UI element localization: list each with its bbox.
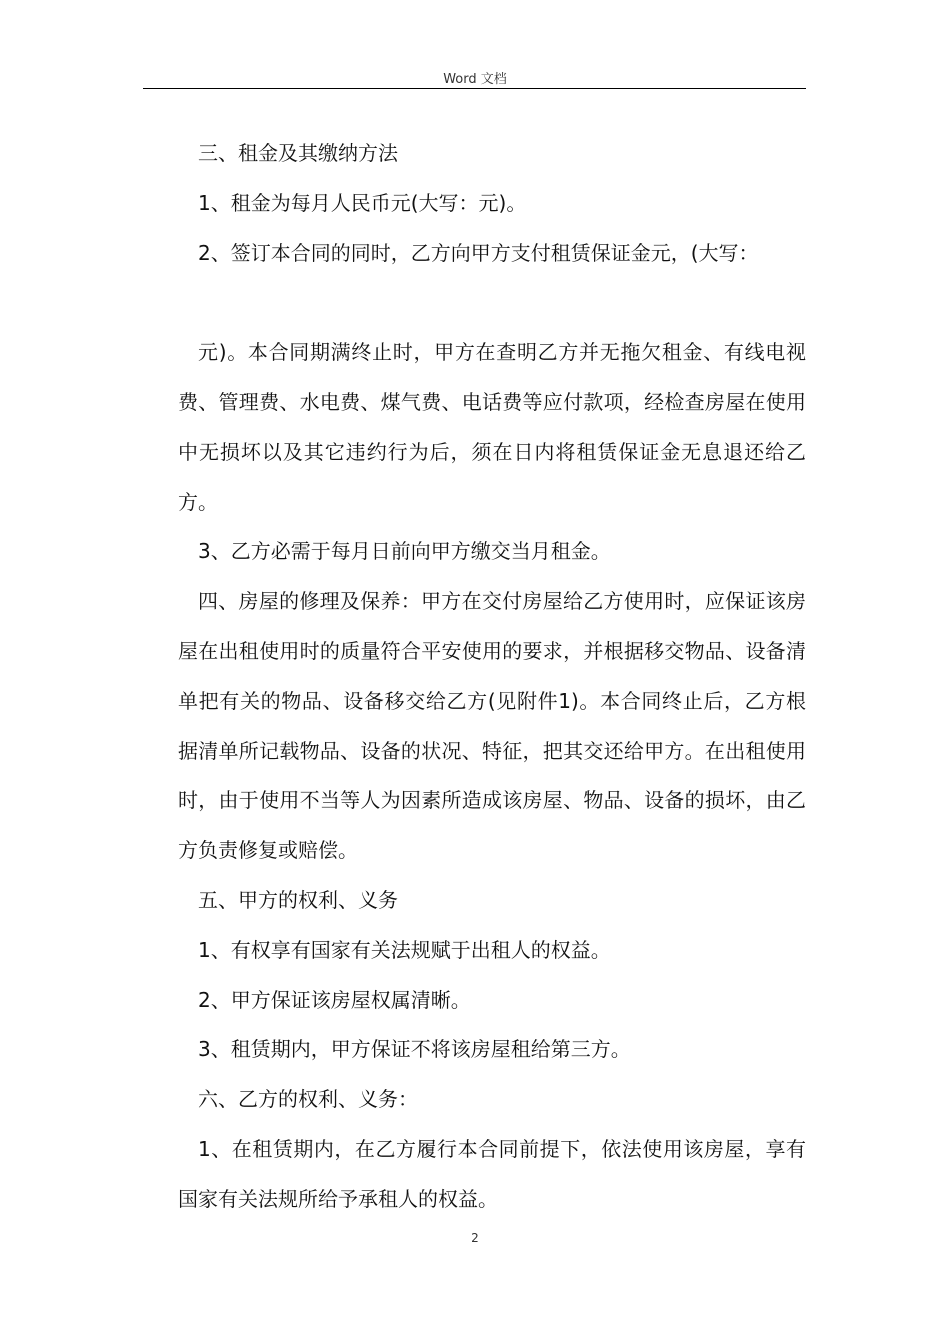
section-heading-rent: 三、租金及其缴纳方法 [198,141,398,165]
clause-deposit-return: 元)。本合同期满终止时，甲方在查明乙方并无拖欠租金、有线电视费、管理费、水电费、煤气费、电话费等应付款项，经检查房屋在使用中无损坏以及其它违约行为后，须在日内将租赁保证金无息退还给乙方。 [178,340,806,514]
page-header-title: Word 文档 [443,72,507,87]
section-heading-party-b: 六、乙方的权利、义务： [198,1087,418,1112]
page-number: 2 [471,1231,479,1245]
clause-party-a-ownership: 2、甲方保证该房屋权属清晰。 [198,987,471,1012]
clause-party-a-rights: 1、有权享有国家有关法规赋于出租人的权益。 [198,937,611,962]
clause-deposit: 2、签订本合同的同时，乙方向甲方支付租赁保证金元，(大写： [198,240,759,265]
document-body [178,129,806,1225]
header-divider [143,88,806,89]
clause-rent-payment-date: 3、乙方必需于每月日前向甲方缴交当月租金。 [198,539,611,564]
clause-rent-amount: 1、租金为每月人民币元(大写：元)。 [198,190,527,215]
clause-party-b-rights: 1、在租赁期内，在乙方履行本合同前提下，依法使用该房屋，享有国家有关法规所给予承租人的权益。 [178,1136,806,1211]
section-repair-maintenance: 四、房屋的修理及保养：甲方在交付房屋给乙方使用时，应保证该房屋在出租使用时的质量符合平安使用的要求，并根据移交物品、设备清单把有关的物品、设备移交给乙方(见附件1)。本合同终止后，乙方根据清单所记载物品、设备的状况、特征，把其交还给甲方。在出租使用时，由于使用不当等人为因素所造成该房屋、物品、设备的损坏，由乙方负责修复或赔偿。 [178,589,806,863]
section-heading-party-a: 五、甲方的权利、义务 [198,887,398,912]
clause-party-a-no-sublease: 3、租赁期内，甲方保证不将该房屋租给第三方。 [198,1037,631,1062]
